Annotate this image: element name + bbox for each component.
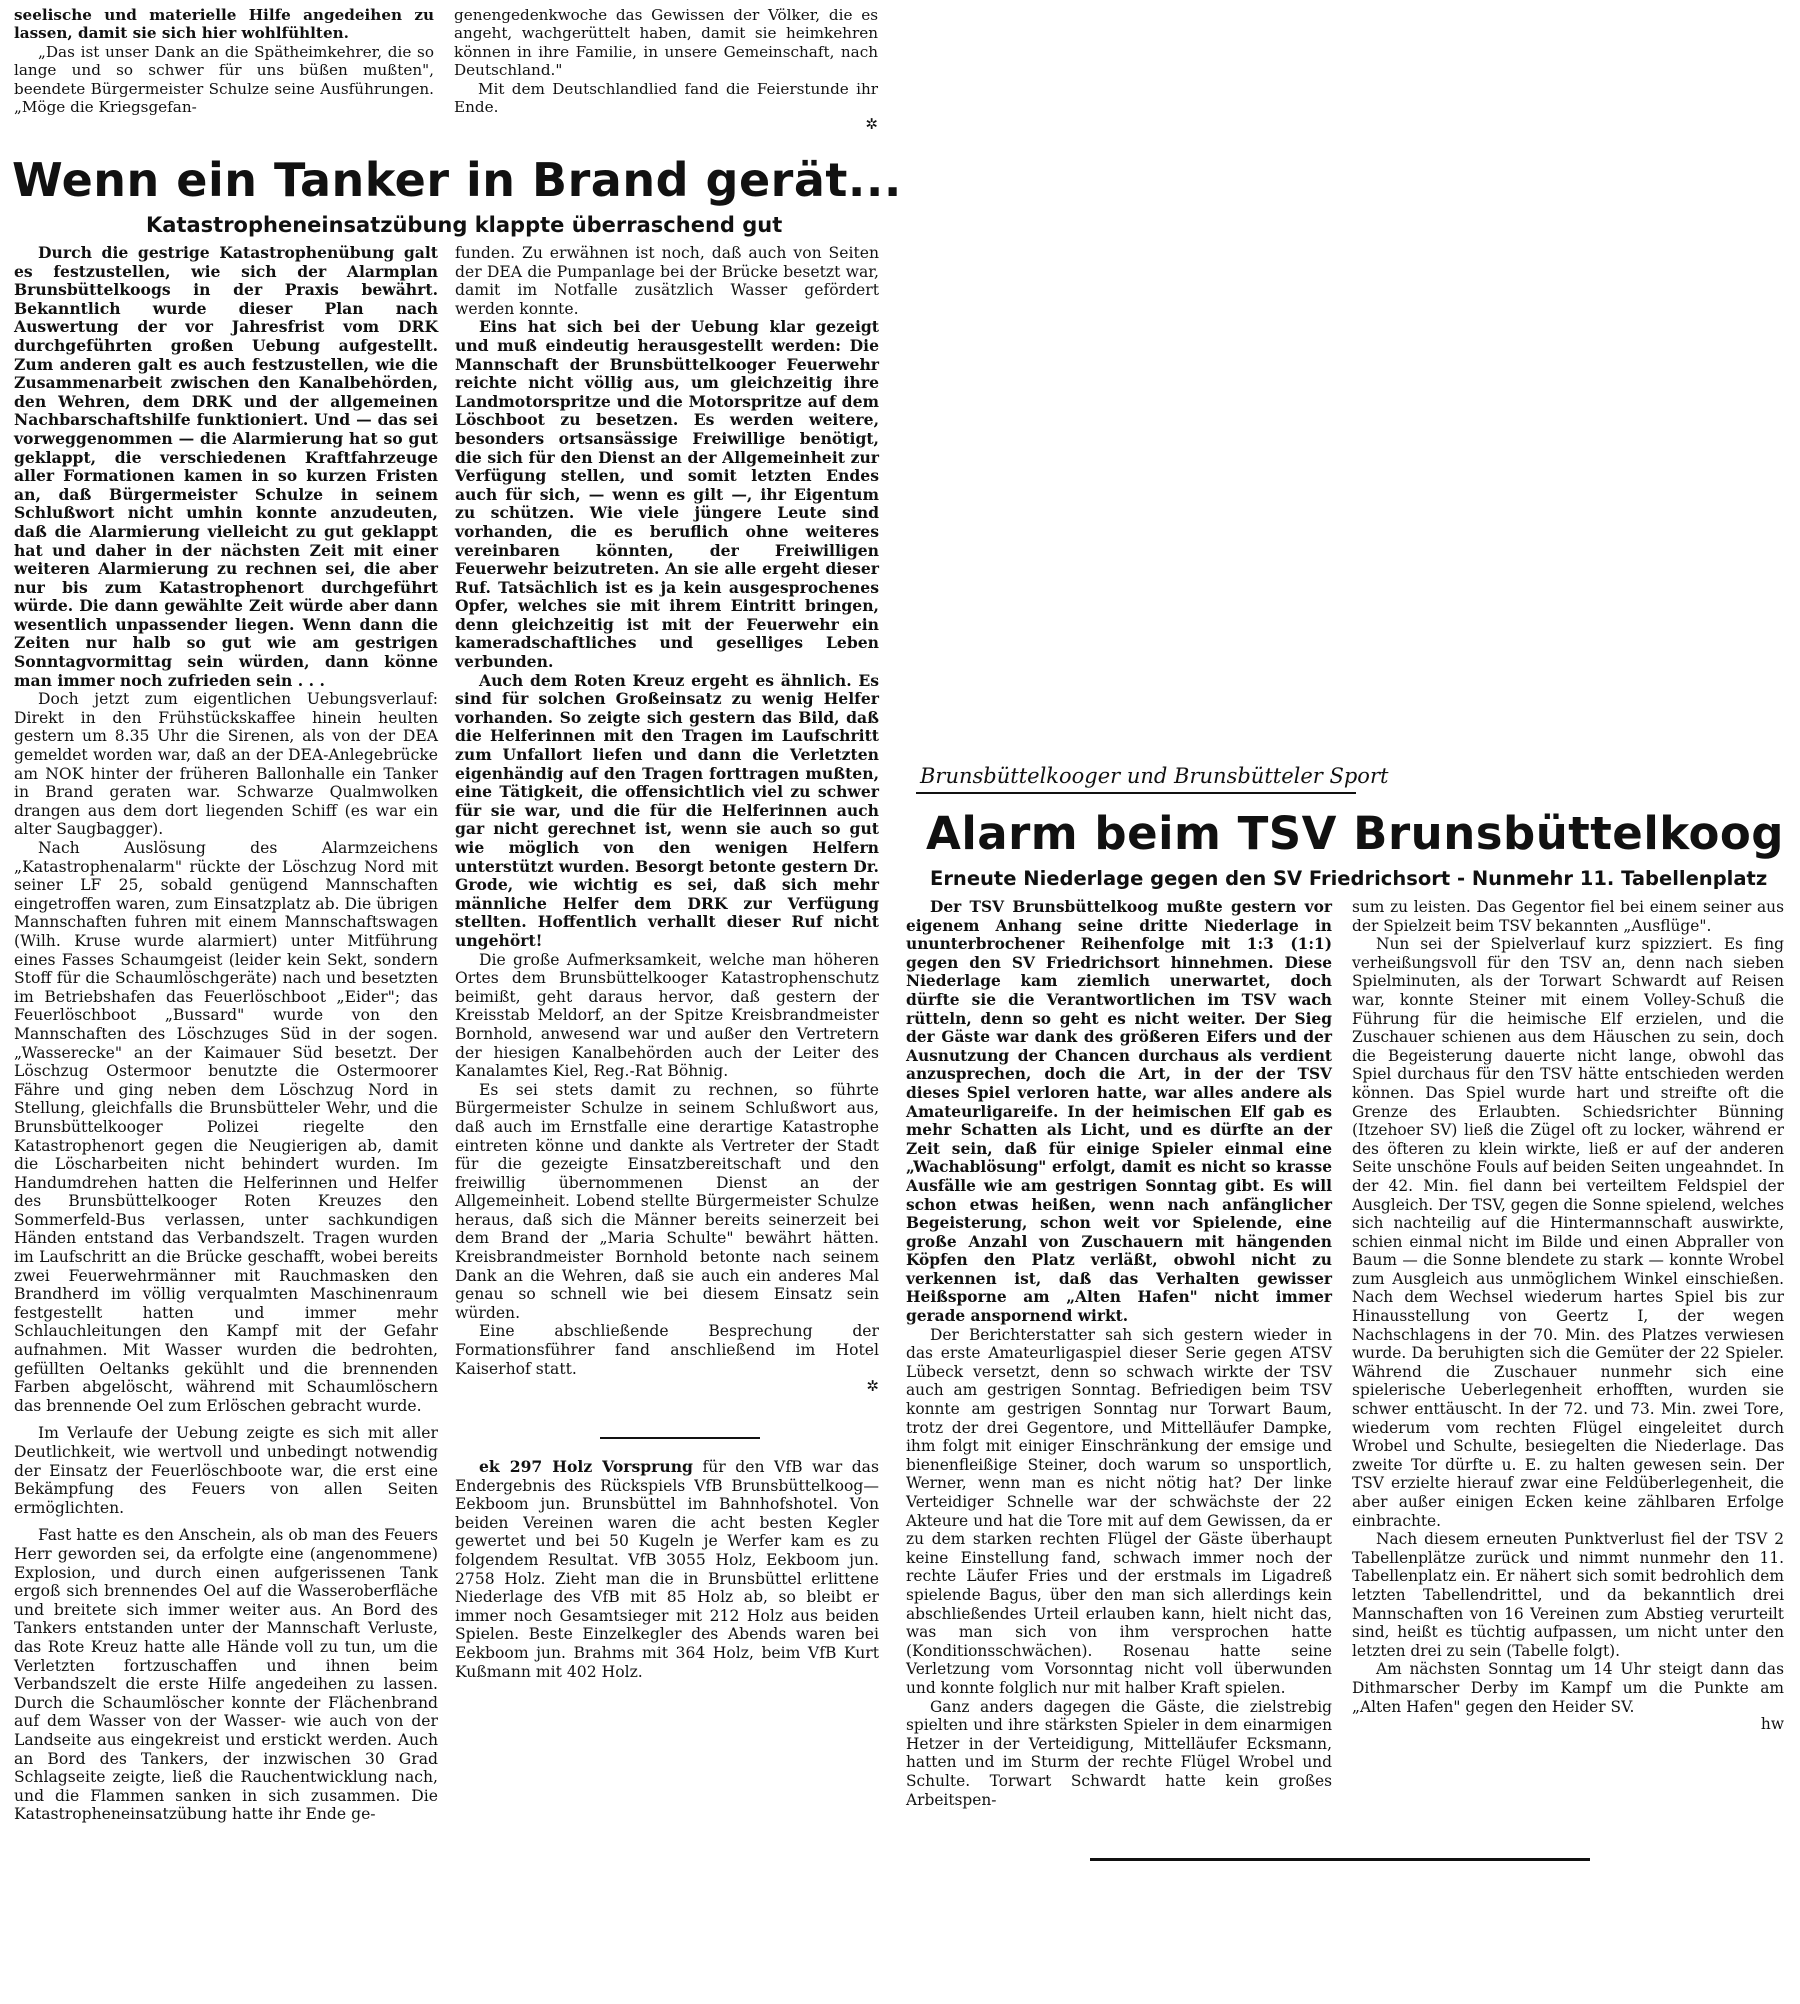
paragraph: Der Berichterstatter sah sich gestern wieder in das erste Amateurligaspiel dieser Serie gegen ATSV Lübeck versetzt, denn so schwach wirkte der TSV auch am gestrigen Sonntag. Befriedigen beim TSV konnte am gestrigen Sonntag nur Torwart Baum, trotz der drei Gegentore, und Mittelläufer Dampke, ihm folgt mit einiger Einschränkung der emsige und bienenfleißige Steiner, doch warum so unsportlich, Werner, wenn man es nicht nötig hat? Der linke Verteidiger Schnelle war der schwächste der 22 Akteure und hat die Tore mit auf dem Gewissen, da er zu dem starken rechten Flügel der Gäste überhaupt keine Einstellung fand, schwach immer noch der rechte Läufer Fries und der erstmals im Ligadreß spielende Bagus, über den man sich allerdings kein abschließendes Urteil erlauben kann, hielt nicht das, was man sich von ihm versprochen hatte (Konditionsschwächen). Rosenau hatte seine Verletzung vom Vorsonntag nicht voll überwunden und konnte folglich nur mit halber Kraft spielen. <box>906 1325 1332 1697</box>
paragraph: sum zu leisten. Das Gegentor fiel bei einem seiner aus der Spielzeit beim TSV bekannten „Ausflüge". <box>1352 898 1784 935</box>
paragraph: Fast hatte es den Anschein, als ob man des Feuers Herr geworden sei, da erfolgte eine (angenommene) Explosion, und durch einen aufgerissenen Tank ergoß sich brennendes Oel auf die Wasseroberfläche und breitete sich immer weiter aus. An Bord des Tankers entstanden unter der Mannschaft Verluste, das Rote Kreuz hatte alle Hände voll zu tun, um die Verletzten fortzuschaffen und ihnen beim Verbandszelt die erste Hilfe angedeihen zu lassen. Durch die Schaumlöscher konnte der Flächenbrand auf dem Wasser von der Wasser- wie auch von der Landseite aus eingekreist und erstickt werden. Auch an Bord des Tankers, der inzwischen 30 Grad Schlagseite zeigte, ließ die Rauchentwicklung nach, und die Flammen sanken in sich zusammen. Die Katastropheneinsatzübung hatte ihr Ende ge- <box>14 1526 438 1824</box>
paragraph: Nun sei der Spielverlauf kurz spizziert. Es fing verheißungsvoll für den TSV an, denn nach sieben Spielminuten, als der Torwart Schwardt auf Reisen war, konnte Steiner mit einem Volley-Schuß die Führung für die heimische Elf erzielen, und die Zuschauer schienen aus dem Häuschen zu sein, doch die Begeisterung dauerte nicht lange, obwohl das Spiel durchaus für den TSV hätte entschieden werden können. Das Spiel wurde hart und streifte oft die Grenze des Erlaubten. Schiedsrichter Bünning (Itzehoer SV) ließ die Zügel oft zu locker, während er des öfteren zu klein wirkte, ließ er auf der anderen Seite unschöne Fouls auf beiden Seiten ungeahndet. In der 42. Min. fiel dann bei verteiltem Feldspiel der Ausgleich. Der TSV, gegen die Sonne spielend, welches sich nachteilig auf die Hintermannschaft auswirkte, schien einmal nicht im Bilde und einen Abpraller von Baum — die Sonne blendete zu stark — konnte Wrobel zum Ausgleich aus unmöglichem Winkel einschießen. Nach dem Wechsel wiederum hartes Spiel bis zur Hinausstellung von Geertz I, der wegen Nachschlagens in der 70. Min. des Platzes verwiesen wurde. Da beruhigten sich die Gemüter der 22 Spieler. Während die Zuschauer nunmehr sich eine spielerische Ueberlegenheit erhofften, wurden sie schwer enttäuscht. In der 72. und 73. Min. zwei Tore, wiederum vom rechten Flügel eingeleitet durch Wrobel und Schulte, besiegelten die Niederlage. Das zweite Tor dürfte u. E. zu halten gewesen sein. Der TSV erzielte hierauf zwar eine Feldüberlegenheit, die aber außer einigen Ecken keine zählbaren Erfolge einbrachte. <box>1352 935 1784 1530</box>
article2-col1 <box>906 898 1332 1809</box>
paragraph: Am nächsten Sonntag um 14 Uhr steigt dann das Dithmarscher Derby im Kampf um die Punkte am „Alten Hafen" gegen den Heider SV. <box>1352 1660 1784 1716</box>
paragraph: Auch dem Roten Kreuz ergeht es ähnlich. Es sind für solchen Großeinsatz zu wenig Helfer vorhanden. So zeigte sich gestern das Bild, daß die Helferinnen mit den Tragen im Laufschritt zum Unfallort liefen und dann die Verletzten eigenhändig auf den Tragen forttragen mußten, eine Tätigkeit, die offensichtlich viel zu schwer für sie war, und die für die Helferinnen auch gar nicht gerechnet ist, wenn sie auch so gut wie möglich von den wenigen Helfern unterstützt wurden. Besorgt betonte gestern Dr. Grode, wie wichtig es sei, daß sich mehr männliche Helfer dem DRK zur Verfügung stellten. Hoffentlich verhallt dieser Ruf nicht ungehört! <box>455 670 879 950</box>
byline: hw <box>1760 1715 1784 1734</box>
paragraph: „Das ist unser Dank an die Spätheimkehrer, die so lange und so schwer für uns büßen mußten", beendete Bürgermeister Schulze seine Ausführungen. „Möge die Kriegsgefan- <box>14 42 434 117</box>
paragraph: Der TSV Brunsbüttelkoog mußte gestern vor eigenem Anhang seine dritte Niederlage in ununterbrochener Reihenfolge mit 1:3 (1:1) gegen den SV Friedrichsort hinnehmen. Diese Niederlage kam ziemlich unerwartet, doch dürfte sie die Verantwortlichen im TSV wach rütteln, denn so geht es nicht weiter. Der Sieg der Gäste war dank des größeren Eifers und der Ausnutzung der Chancen durchaus als verdient anzusprechen, doch die Art, in der der TSV dieses Spiel verloren hatte, war alles andere als Amateurligareife. In der heimischen Elf gab es mehr Schatten als Licht, und es dürfte an der Zeit sein, daß für einige Spieler einmal eine „Wachablösung" erfolgt, damit es nicht so krasse Ausfälle wie am gestrigen Sonntag gibt. Es will schon etwas heißen, wenn nach anfänglicher Begeisterung, schon weit vor Spielende, eine große Anzahl von Zuschauern mit hängenden Köpfen den Platz verläßt, obwohl nicht zu verkennen ist, daß das Verhalten gewisser Heißsporne am „Alten Hafen" nicht immer gerade anspornend wirkt. <box>906 898 1332 1326</box>
paragraph: ek 297 Holz Vorsprung für den VfB war das Endergebnis des Rückspiels VfB Brunsbüttelkoog—Eekboom jun. Brunsbüttel im Bahnhofshotel. Von beiden Vereinen waren die acht besten Kegler gewertet und bei 50 Kugeln je Werfer kam es zu folgendem Resultat. VfB 3055 Holz, Eekboom jun. 2758 Holz. Zieht man die in Brunsbüttel erlittene Niederlage des VfB mit 85 Holz ab, so bleibt er immer noch Gesamtsieger mit 212 Holz aus beiden Spielen. Beste Einzelkegler des Abends waren bei Eekboom jun. Brahms mit 364 Holz, beim VfB Kurt Kußmann mit 402 Holz. <box>455 1457 879 1681</box>
paragraph: Die große Aufmerksamkeit, welche man höheren Ortes dem Brunsbüttelkooger Katastrophenschutz beimißt, geht daraus hervor, daß gestern der Kreisstab Meldorf, an der Spitze Kreisbrandmeister Bornhold, anwesend war und außer den Vertretern der hiesigen Kanalbehörden auch der Leiter des Kanalamtes Kiel, Reg.-Rat Böhnig. <box>455 950 879 1081</box>
article2-headline: Alarm beim TSV Brunsbüttelkoog <box>926 807 1785 860</box>
paragraph: Nach diesem erneuten Punktverlust fiel der TSV 2 Tabellenplätze zurück und nimmt nunmehr den 11. Tabellenplatz ein. Er nähert sich somit bedrohlich dem letzten Tabellendrittel, und da bekanntlich drei Mannschaften von 16 Vereinen zum Abstieg verurteilt sind, heißt es tüchtig aufpassen, um nicht unter den letzten drei zu sein (Tabelle folgt). <box>1352 1530 1784 1660</box>
end-mark-star-icon: ✲ <box>866 1377 879 1396</box>
paragraph: Mit dem Deutschlandlied fand die Feierstunde ihr Ende. <box>454 79 878 117</box>
top-fragment-col2 <box>454 6 878 132</box>
article1-headline: Wenn ein Tanker in Brand gerät... <box>12 153 902 207</box>
separator-rule <box>600 1437 760 1439</box>
paragraph: Durch die gestrige Katastrophenübung galt es festzustellen, wie sich der Alarmplan Brunsbüttelkoogs in der Praxis bewährt. Bekanntlich wurde dieser Plan nach Auswertung der vor Jahresfrist vom DRK durchgeführten großen Uebung aufgestellt. Zum anderen galt es auch festzustellen, wie die Zusammenarbeit zwischen den Kanalbehörden, den Wehren, dem DRK und der allgemeinen Nachbarschaftshilfe funktioniert. Und — das sei vorweggenommen — die Alarmierung hat so gut geklappt, die verschiedenen Kraftfahrzeuge aller Formationen kamen in so kurzen Fristen an, daß Bürgermeister Schulze in seinem Schlußwort nicht umhin konnte anzudeuten, daß die Alarmierung vielleicht zu gut geklappt hat und daher in der nächsten Zeit mit einer weiteren Alarmierung zu rechnen sei, die aber nur bis zum Katastrophenort durchgeführt würde. Die dann gewählte Zeit würde aber dann wesentlich unpassender liegen. Wenn dann die Zeiten nur halb so gut wie am gestrigen Sonntagvormittag sein würden, dann könne man immer noch zufrieden sein . . . <box>14 243 438 690</box>
paragraph: Nach Auslösung des Alarmzeichens „Katastrophenalarm" rückte der Löschzug Nord mit seiner LF 25, sobald genügend Mannschaften eingetroffen waren, zum Einsatzplatz ab. Die übrigen Mannschaften fuhren mit einem Mannschaftswagen (Wilh. Kruse wurde alarmiert) unter Mitführung eines Fasses Schaumgeist (leider kein Sekt, sondern Stoff für die Schaumlöschgeräte) nach und besetzten im Betriebshafen das Feuerlöschboot „Eider"; das Feuerlöschboot „Bussard" wurde von den Mannschaften des Löschzuges Süd in der sogen. „Wasserecke" an der Kaimauer Süd besetzt. Der Löschzug Ostermoor benutzte die Ostermoorer Fähre und ging neben dem Löschzug Nord in Stellung, gleichfalls die Brunsbütteler Wehr, und die Brunsbüttelkooger Polizei riegelte den Katastrophenort gegen die Neugierigen ab, damit die Löscharbeiten nicht behindert wurden. Im Handumdrehen hatten die Helferinnen und Helfer des Brunsbüttelkooger Roten Kreuzes den Sommerfeld-Bus verlassen, unter sachkundigen Händen entstand das Verbandszelt. Tragen wurden im Laufschritt an die Brücke geschafft, wobei bereits zwei Feuerwehrmänner mit Rauchmasken den Brandherd im völlig verqualmten Maschinenraum festgestellt hatten und immer mehr Schlauchleitungen den Kampf mit der Gefahr aufnahmen. Mit Wasser wurden die bedrohten, gefüllten Oeltanks gekühlt und die brennenden Farben abgelöscht, während mit Schaumlöschern das brennende Oel zum Erlöschen gebracht wurde. <box>14 839 438 1415</box>
article2-col2 <box>1352 898 1784 1732</box>
article2-subheadline: Erneute Niederlage gegen den SV Friedrichsort - Nunmehr 11. Tabellenplatz <box>930 867 1768 890</box>
end-mark-star-icon: ✲ <box>865 115 878 134</box>
brief-kegeln <box>455 1458 879 1681</box>
article1-col2 <box>455 244 879 1394</box>
article1-subheadline: Katastropheneinsatzübung klappte überraschend gut <box>146 213 783 237</box>
paragraph: Doch jetzt zum eigentlichen Uebungsverlauf: Direkt in den Frühstückskaffee hinein heulten gestern um 8.35 Uhr die Sirenen, als von der DEA gemeldet worden war, daß an der DEA-Anlegebrücke am NOK hinter der früheren Ballonhalle ein Tanker in Brand geraten war. Schwarze Qualmwolken drangen aus dem dort liegenden Schiff (es war ein alter Saugbagger). <box>14 690 438 839</box>
brief-lead: ek 297 Holz Vorsprung <box>479 1457 693 1476</box>
paragraph: genengedenkwoche das Gewissen der Völker, die es angeht, wachgerüttelt haben, damit sie heimkehren können in ihre Familie, in unsere Gemeinschaft, nach Deutschland." <box>454 6 878 80</box>
paragraph: Ganz anders dagegen die Gäste, die zielstrebig spielten und ihre stärksten Spieler in dem einarmigen Hetzer in der Verteidigung, Mittelläufer Ecksmann, hatten und im Sturm der rechte Flügel Wrobel und Schulte. Torwart Schwardt hatte kein großes Arbeitspen- <box>906 1697 1332 1809</box>
paragraph: Es sei stets damit zu rechnen, so führte Bürgermeister Schulze in seinem Schlußwort aus, daß auch im Ernstfalle eine derartige Katastrophe eintreten könne und dankte als Vertreter der Stadt für die gezeigte Einsatzbereitschaft und den freiwillig übernommenen Dienst an der Allgemeinheit. Lobend stellte Bürgermeister Schulze heraus, daß sich die Männer bereits seinerzeit bei dem Brand der „Maria Schulte" bewährt hätten. Kreisbrandmeister Bornhold betonte nach seinem Dank an die Wehren, daß sie auch ein anderes Mal genau so schnell wie bei diesem Einsatz sein würden. <box>455 1080 879 1322</box>
paragraph: Im Verlaufe der Uebung zeigte es sich mit aller Deutlichkeit, wie wertvoll und unbedingt notwendig der Einsatz der Feuerlöschboote war, die erst eine Bekämpfung des Feuers von allen Seiten ermöglichten. <box>14 1424 438 1517</box>
paragraph: Eine abschließende Besprechung der Formationsführer fand anschließend im Hotel Kaiserhof statt. <box>455 1322 879 1378</box>
article1-col1 <box>14 244 438 1824</box>
paragraph: seelische und materielle Hilfe angedeihen zu lassen, damit sie sich hier wohlfühlten. <box>14 6 434 43</box>
paragraph: funden. Zu erwähnen ist noch, daß auch von Seiten der DEA die Pumpanlage bei der Brücke besetzt war, damit im Notfalle zusätzlich Wasser gefördert werden konnte. <box>455 244 879 318</box>
paragraph: Eins hat sich bei der Uebung klar gezeigt und muß eindeutig herausgestellt werden: Die Mannschaft der Brunsbüttelkooger Feuerwehr reichte nicht völlig aus, um gleichzeitig ihre Landmotorspritze und die Motorspritze auf dem Löschboot zu besetzen. Es werden weitere, besonders ortsansässige Freiwillige benötigt, die sich für den Dienst an der Allgemeinheit zur Verfügung stellen, und somit letzten Endes auch für sich, — wenn es gilt —, ihr Eigentum zu schützen. Wie viele jüngere Leute sind vorhanden, die es beruflich ohne weiteres vereinbaren könnten, der Freiwilligen Feuerwehr beizutreten. An sie alle ergeht dieser Ruf. Tatsächlich ist es ja kein ausgesprochenes Opfer, welches sie mit ihrem Eintritt bringen, denn gleichzeitig ist mit der Feuerwehr ein kameradschaftliches und geselliges Leben verbunden. <box>455 317 879 672</box>
kicker-underline <box>916 792 1356 794</box>
article2-kicker: Brunsbüttelkooger und Brunsbütteler Sport <box>920 764 1389 788</box>
top-fragment-col1 <box>14 6 434 116</box>
end-rule <box>1090 1858 1590 1861</box>
